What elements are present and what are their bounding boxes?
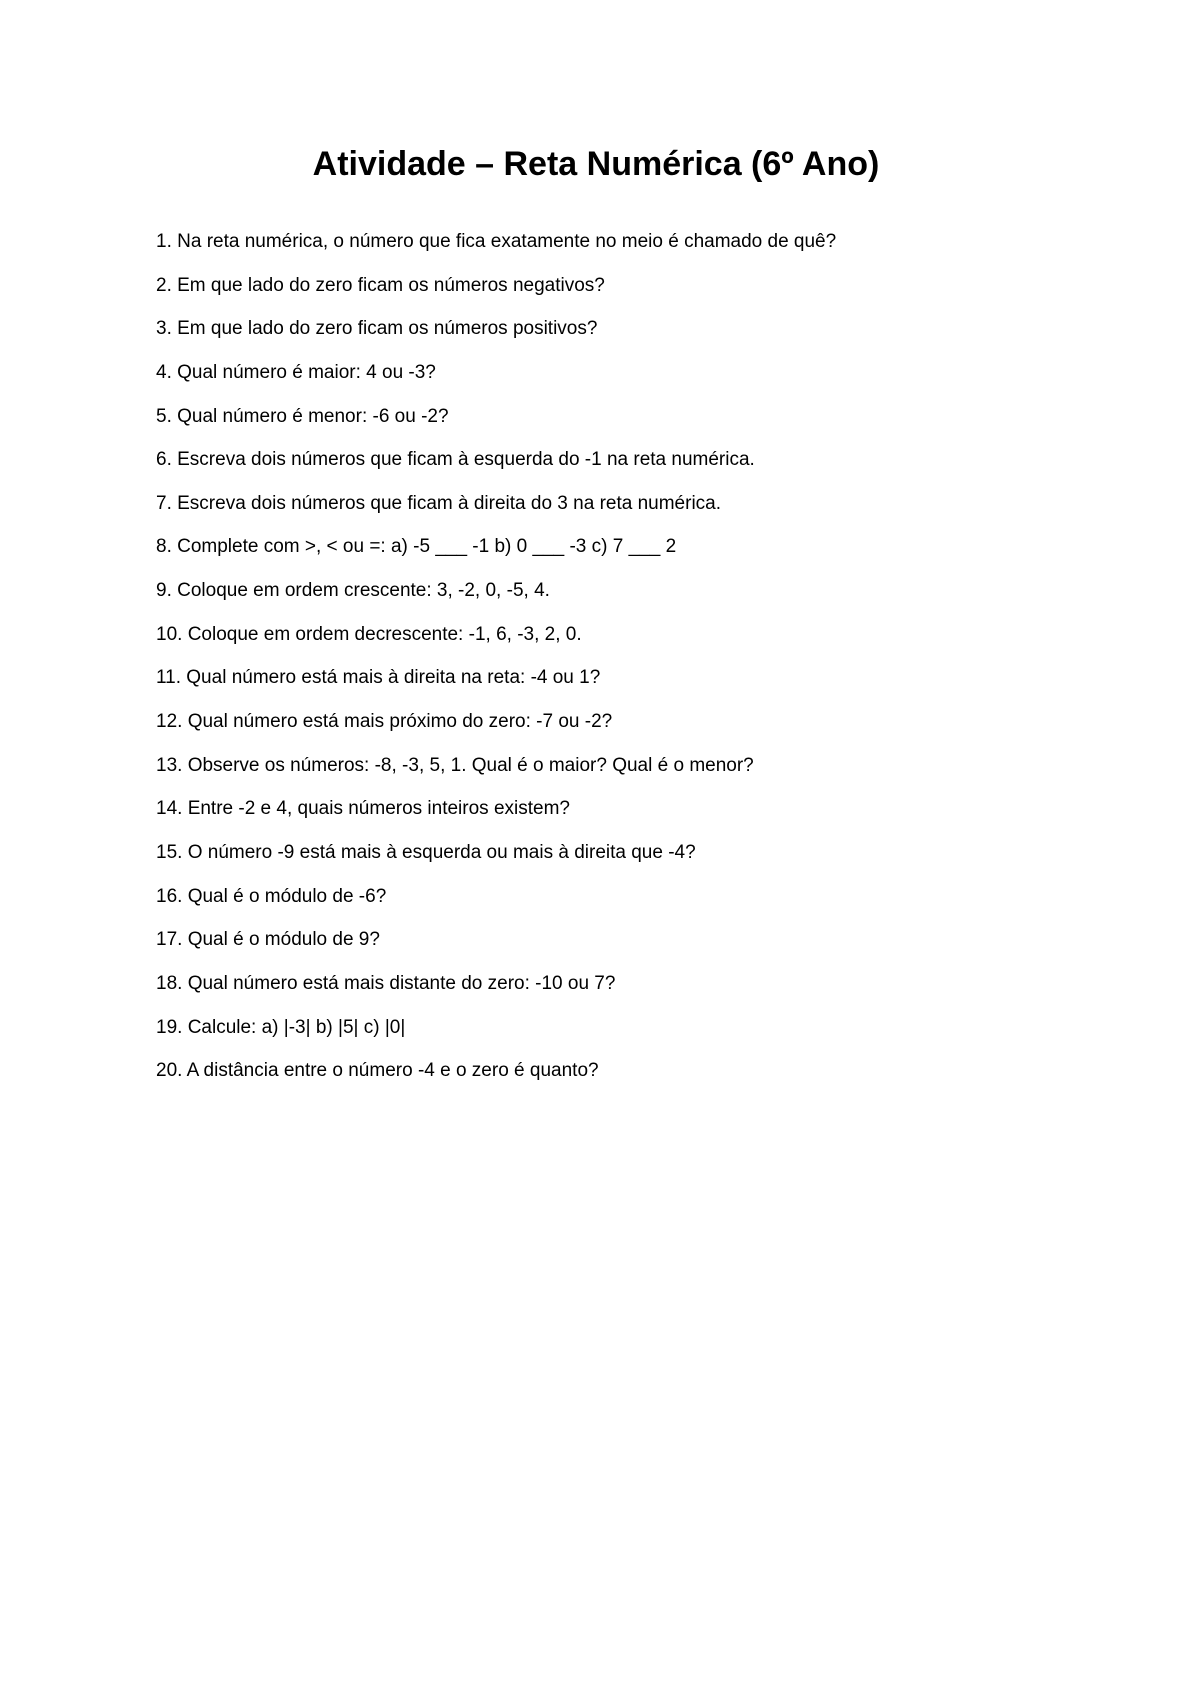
- question-item: 5. Qual número é menor: -6 ou -2?: [156, 405, 449, 427]
- question-item: 10. Coloque em ordem decrescente: -1, 6, -3, 2, 0.: [156, 623, 582, 645]
- question-item: 7. Escreva dois números que ficam à direita do 3 na reta numérica.: [156, 492, 722, 514]
- question-item: 11. Qual número está mais à direita na reta: -4 ou 1?: [156, 667, 601, 689]
- question-item: 16. Qual é o módulo de -6?: [156, 885, 387, 907]
- question-item: 19. Calcule: a) |-3| b) |5| c) |0|: [156, 1016, 406, 1038]
- question-item: 3. Em que lado do zero ficam os números positivos?: [156, 318, 598, 340]
- question-item: 2. Em que lado do zero ficam os números negativos?: [156, 274, 605, 296]
- question-item: 9. Coloque em ordem crescente: 3, -2, 0, -5, 4.: [156, 580, 550, 602]
- question-item: 8. Complete com >, < ou =: a) -5 ___ -1 b) 0 ___ -3 c) 7 ___ 2: [156, 536, 677, 558]
- question-item: 4. Qual número é maior: 4 ou -3?: [156, 361, 436, 383]
- question-item: 14. Entre -2 e 4, quais números inteiros existem?: [156, 798, 570, 820]
- page-title: Atividade – Reta Numérica (6º Ano): [312, 145, 880, 183]
- question-list: [156, 225, 1116, 1098]
- question-item: 15. O número -9 está mais à esquerda ou mais à direita que -4?: [156, 841, 696, 863]
- question-item: 1. Na reta numérica, o número que fica exatamente no meio é chamado de quê?: [156, 231, 837, 252]
- question-item: 12. Qual número está mais próximo do zero: -7 ou -2?: [156, 711, 613, 733]
- question-item: 18. Qual número está mais distante do zero: -10 ou 7?: [156, 972, 616, 994]
- question-item: 20. A distância entre o número -4 e o zero é quanto?: [156, 1060, 599, 1082]
- question-item: 17. Qual é o módulo de 9?: [156, 929, 380, 951]
- question-item: 13. Observe os números: -8, -3, 5, 1. Qual é o maior? Qual é o menor?: [156, 754, 754, 776]
- question-item: 6. Escreva dois números que ficam à esquerda do -1 na reta numérica.: [156, 449, 755, 471]
